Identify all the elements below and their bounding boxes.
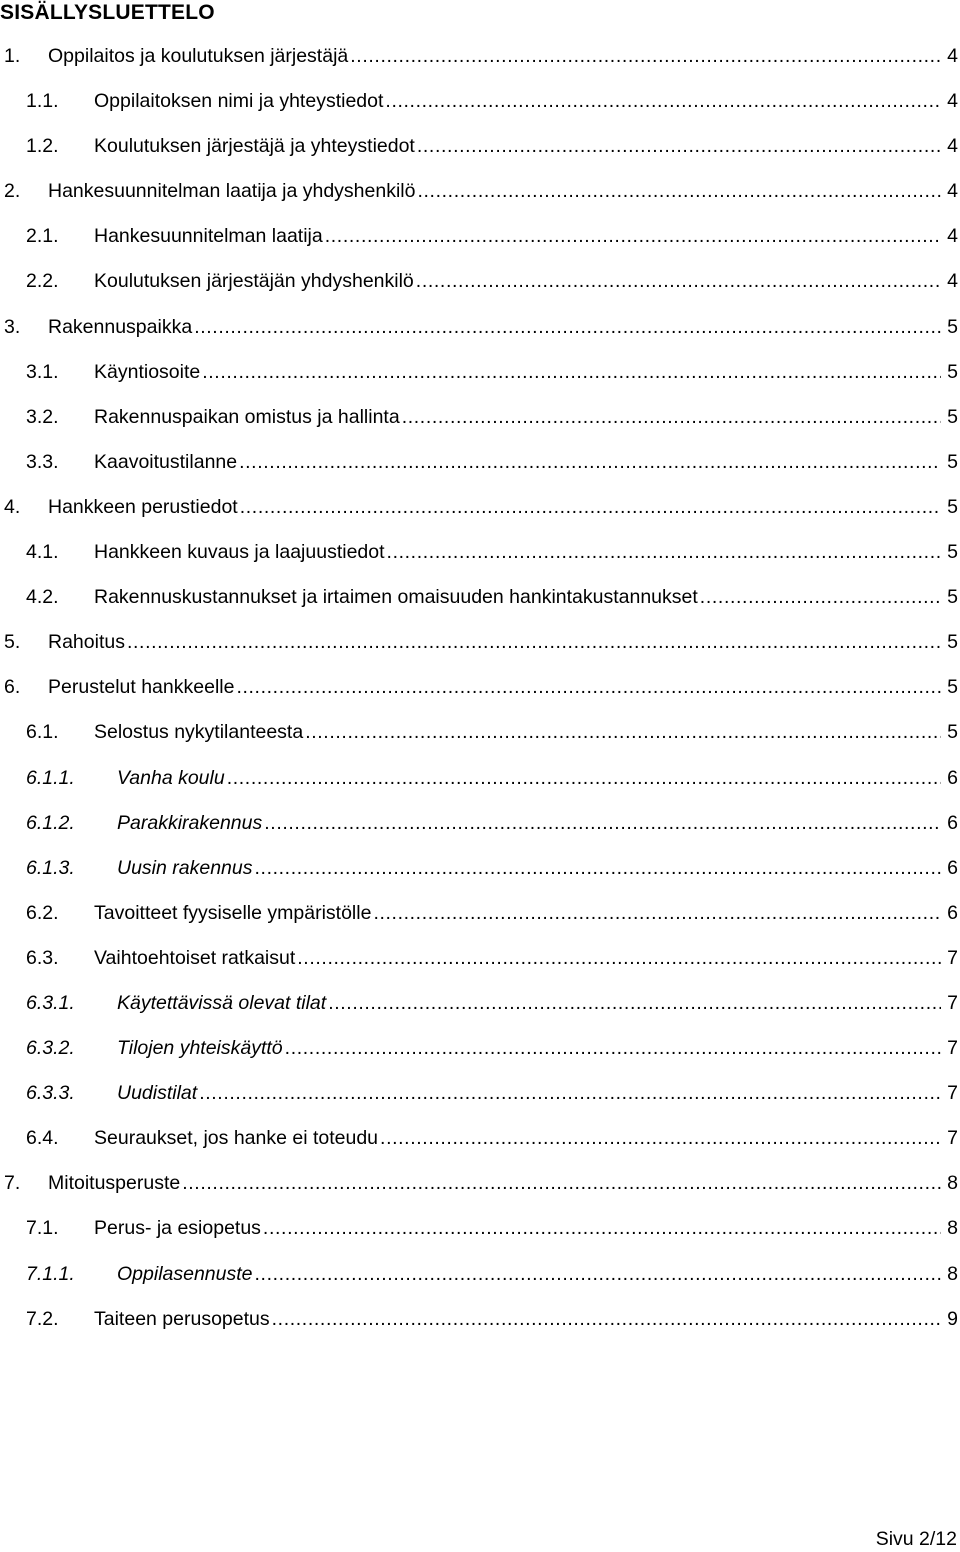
toc-entry-page: 5 xyxy=(947,586,958,609)
toc-entry-title: Mitoitusperuste xyxy=(48,1172,181,1195)
toc-entry-title: Rakennuskustannukset ja irtaimen omaisuuden hankintakustannukset xyxy=(94,586,698,609)
toc-entry-page: 9 xyxy=(947,1307,958,1330)
toc-entry[interactable] xyxy=(0,1028,958,1073)
toc-dot-leader xyxy=(305,712,941,752)
toc-entry[interactable] xyxy=(0,442,958,487)
toc-entry-page: 6 xyxy=(947,901,958,924)
toc-entry[interactable] xyxy=(0,938,958,983)
toc-entry[interactable] xyxy=(0,848,958,893)
toc-entry[interactable] xyxy=(0,1254,958,1299)
toc-entry[interactable] xyxy=(0,1073,958,1118)
toc-entry[interactable] xyxy=(0,577,958,622)
toc-entry[interactable] xyxy=(0,81,958,126)
toc-entry-title: Rahoitus xyxy=(48,631,125,654)
toc-entry[interactable] xyxy=(0,1208,958,1253)
toc-entry-title: Taiteen perusopetus xyxy=(94,1307,270,1330)
toc-entry-number: 7.1. xyxy=(26,1217,59,1240)
toc-entry-title: Käytettävissä olevat tilat xyxy=(117,991,327,1014)
toc-entry-page: 4 xyxy=(947,270,958,293)
toc-dot-leader xyxy=(285,1028,941,1068)
toc-entry-page: 7 xyxy=(947,991,958,1014)
table-of-contents xyxy=(0,36,958,1344)
toc-entry[interactable] xyxy=(0,307,958,352)
toc-dot-leader xyxy=(350,36,941,76)
toc-entry[interactable] xyxy=(0,1163,958,1208)
toc-entry-number: 6.2. xyxy=(26,901,59,924)
toc-dot-leader xyxy=(202,352,941,392)
toc-dot-leader xyxy=(380,1118,941,1158)
toc-entry-number: 2. xyxy=(4,180,21,203)
toc-dot-leader xyxy=(325,216,941,256)
toc-entry-number: 6.3.2. xyxy=(26,1037,75,1060)
toc-entry-number: 4.1. xyxy=(26,541,59,564)
toc-entry-page: 4 xyxy=(947,225,958,248)
toc-entry-title: Käyntiosoite xyxy=(94,360,201,383)
toc-entry-page: 4 xyxy=(947,180,958,203)
toc-dot-leader xyxy=(255,848,942,888)
toc-entry-number: 6.1. xyxy=(26,721,59,744)
toc-entry-title: Kaavoitustilanne xyxy=(94,450,238,473)
toc-entry[interactable] xyxy=(0,893,958,938)
toc-entry-title: Koulutuksen järjestäjä ja yhteystiedot xyxy=(94,135,415,158)
toc-entry-title: Oppilasennuste xyxy=(117,1262,253,1285)
toc-dot-leader xyxy=(328,983,941,1023)
toc-entry-title: Hankesuunnitelman laatija ja yhdyshenkilö xyxy=(48,180,416,203)
toc-entry-number: 1. xyxy=(4,45,21,67)
toc-entry[interactable] xyxy=(0,983,958,1028)
toc-entry-page: 5 xyxy=(947,405,958,428)
toc-entry-number: 6. xyxy=(4,676,21,699)
toc-entry-number: 3.1. xyxy=(26,360,59,383)
toc-dot-leader xyxy=(700,577,941,617)
toc-entry[interactable] xyxy=(0,36,958,81)
toc-entry-page: 5 xyxy=(947,360,958,383)
toc-entry-page: 7 xyxy=(947,1127,958,1150)
toc-dot-leader xyxy=(240,487,941,527)
toc-entry-page: 5 xyxy=(947,721,958,744)
toc-entry-page: 7 xyxy=(947,1037,958,1060)
toc-entry-page: 6 xyxy=(947,811,958,834)
toc-entry-page: 8 xyxy=(947,1172,958,1195)
toc-dot-leader xyxy=(263,1208,941,1248)
toc-entry-page: 5 xyxy=(947,676,958,699)
toc-entry[interactable] xyxy=(0,622,958,667)
toc-entry[interactable] xyxy=(0,532,958,577)
toc-entry-page: 4 xyxy=(947,135,958,158)
toc-dot-leader xyxy=(239,442,941,482)
toc-entry-title: Tilojen yhteiskäyttö xyxy=(117,1037,283,1060)
toc-entry-number: 6.3.3. xyxy=(26,1082,75,1105)
toc-entry-page: 7 xyxy=(947,946,958,969)
toc-entry[interactable] xyxy=(0,352,958,397)
toc-entry-number: 6.3. xyxy=(26,946,59,969)
toc-dot-leader xyxy=(385,81,941,121)
toc-entry-title: Perustelut hankkeelle xyxy=(48,676,235,699)
toc-entry-title: Rakennuspaikan omistus ja hallinta xyxy=(94,405,400,428)
toc-entry-page: 4 xyxy=(947,90,958,113)
toc-entry[interactable] xyxy=(0,667,958,712)
toc-entry-number: 6.4. xyxy=(26,1127,59,1150)
toc-entry-number: 6.1.1. xyxy=(26,766,75,789)
toc-entry-number: 7. xyxy=(4,1172,21,1195)
toc-entry-page: 5 xyxy=(947,495,958,518)
toc-entry-number: 4. xyxy=(4,495,21,518)
toc-entry-title: Uusin rakennus xyxy=(117,856,253,879)
toc-entry-number: 7.1.1. xyxy=(26,1262,75,1285)
toc-entry[interactable] xyxy=(0,803,958,848)
toc-entry[interactable] xyxy=(0,487,958,532)
toc-entry-number: 6.3.1. xyxy=(26,991,75,1014)
toc-dot-leader xyxy=(264,803,941,843)
toc-entry-number: 2.2. xyxy=(26,270,59,293)
toc-dot-leader xyxy=(255,1254,942,1294)
toc-entry[interactable] xyxy=(0,171,958,216)
toc-entry-page: 8 xyxy=(947,1217,958,1240)
toc-dot-leader xyxy=(227,758,941,798)
toc-entry-title: Rakennuspaikka xyxy=(48,315,193,338)
toc-dot-leader xyxy=(417,126,941,166)
toc-entry-title: Uudistilat xyxy=(117,1082,198,1105)
page-footer: Sivu 2/12 xyxy=(875,1528,957,1550)
toc-entry-number: 3. xyxy=(4,315,21,338)
toc-entry-title: Selostus nykytilanteesta xyxy=(94,721,304,744)
toc-dot-leader xyxy=(297,938,941,978)
toc-entry-number: 3.2. xyxy=(26,405,59,428)
toc-entry[interactable] xyxy=(0,1118,958,1163)
toc-entry-page: 8 xyxy=(947,1262,958,1285)
toc-entry-title: Tavoitteet fyysiselle ympäristölle xyxy=(94,901,372,924)
toc-entry-page: 6 xyxy=(947,856,958,879)
toc-entry-number: 6.1.2. xyxy=(26,811,75,834)
toc-dot-leader xyxy=(194,307,941,347)
toc-entry[interactable] xyxy=(0,397,958,442)
toc-entry-title: Perus- ja esiopetus xyxy=(94,1217,261,1240)
toc-dot-leader xyxy=(182,1163,941,1203)
toc-entry[interactable] xyxy=(0,1299,958,1344)
toc-dot-leader xyxy=(387,532,942,572)
toc-entry[interactable] xyxy=(0,758,958,803)
toc-entry[interactable] xyxy=(0,216,958,261)
toc-entry-title: Vaihtoehtoiset ratkaisut xyxy=(94,946,296,969)
toc-entry-number: 1.2. xyxy=(26,135,59,158)
toc-entry-number: 5. xyxy=(4,631,21,654)
toc-entry-number: 1.1. xyxy=(26,90,59,113)
toc-entry-number: 2.1. xyxy=(26,225,59,248)
toc-entry-title: Vanha koulu xyxy=(117,766,225,789)
toc-entry-number: 7.2. xyxy=(26,1307,59,1330)
toc-entry-title: Parakkirakennus xyxy=(117,811,263,834)
toc-entry-page: 5 xyxy=(947,541,958,564)
toc-entry-page: 5 xyxy=(947,315,958,338)
toc-entry-page: 7 xyxy=(947,1082,958,1105)
toc-entry-title: Seuraukset, jos hanke ei toteudu xyxy=(94,1127,379,1150)
toc-dot-leader xyxy=(272,1299,942,1339)
toc-entry[interactable] xyxy=(0,126,958,171)
toc-entry-page: 5 xyxy=(947,631,958,654)
toc-dot-leader xyxy=(199,1073,941,1113)
toc-dot-leader xyxy=(402,397,941,437)
toc-entry-title: Oppilaitoksen nimi ja yhteystiedot xyxy=(94,90,384,113)
toc-entry[interactable] xyxy=(0,712,958,757)
toc-entry-page: 4 xyxy=(947,45,958,67)
toc-entry-number: 4.2. xyxy=(26,586,59,609)
toc-entry-number: 3.3. xyxy=(26,450,59,473)
toc-entry-page: 5 xyxy=(947,450,958,473)
toc-entry[interactable] xyxy=(0,261,958,306)
toc-dot-leader xyxy=(373,893,941,933)
toc-dot-leader xyxy=(236,667,941,707)
toc-entry-title: Koulutuksen järjestäjän yhdyshenkilö xyxy=(94,270,414,293)
toc-entry-title: Hankkeen kuvaus ja laajuustiedot xyxy=(94,541,385,564)
toc-entry-number: 6.1.3. xyxy=(26,856,75,879)
toc-entry-title: Hankkeen perustiedot xyxy=(48,495,238,518)
toc-entry-title: Hankesuunnitelman laatija xyxy=(94,225,323,248)
toc-dot-leader xyxy=(127,622,941,662)
toc-heading: SISÄLLYSLUETTELO xyxy=(0,1,215,24)
toc-dot-leader xyxy=(417,171,941,211)
toc-dot-leader xyxy=(416,261,941,301)
toc-entry-title: Oppilaitos ja koulutuksen järjestäjä xyxy=(48,45,349,67)
toc-entry-page: 6 xyxy=(947,766,958,789)
